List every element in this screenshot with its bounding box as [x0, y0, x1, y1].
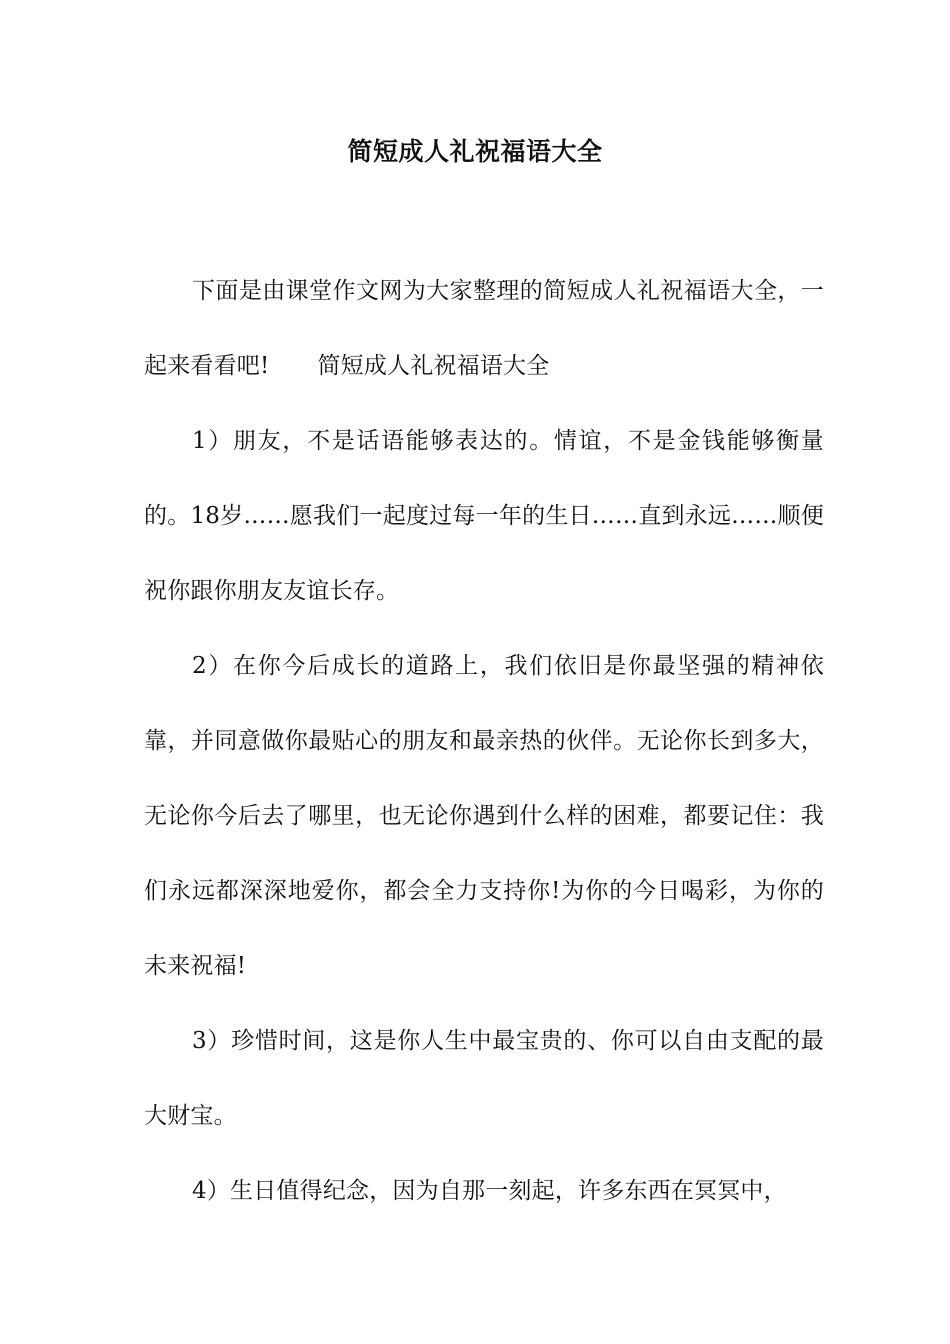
document-title: 简短成人礼祝福语大全: [347, 137, 603, 166]
blessing-item-3: 3）珍惜时间，这是你人生中最宝贵的、你可以自由支配的最大财宝。: [144, 1028, 824, 1129]
blessing-item-4: 4）生日值得纪念，因为自那一刻起，许多东西在冥冥中，: [192, 1178, 787, 1204]
intro-subheading: 简短成人礼祝福语大全: [317, 353, 550, 379]
blessing-item-1: 1）朋友，不是话语能够表达的。情谊，不是金钱能够衡量的。18岁……愿我们一起度过每一年的生日……直到永远……顺便祝你跟你朋友友谊长存。: [144, 428, 824, 604]
intro-paragraph: [144, 254, 824, 404]
blessing-item-2: 2）在你今后成长的道路上，我们依旧是你最坚强的精神依靠，并同意做你最贴心的朋友和最亲热的伙伴。无论你长到多大，无论你今后去了哪里，也无论你遇到什么样的困难，都要记住：我们永远都深深地爱你，都会全力支持你!为你的今日喝彩，为你的未来祝福!: [144, 653, 824, 979]
intro-text: 下面是由课堂作文网为大家整理的简短成人礼祝福语大全，一起来看看吧!: [144, 278, 824, 379]
document-body: [144, 254, 824, 1229]
